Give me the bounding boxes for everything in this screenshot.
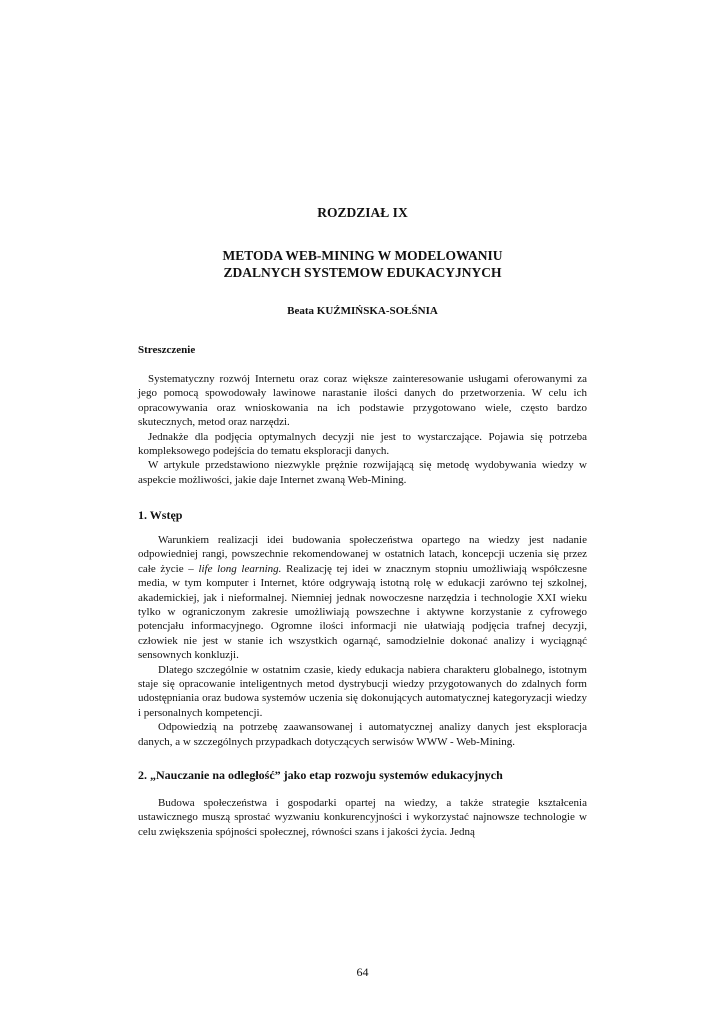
- section-1-heading: 1. Wstęp: [138, 508, 183, 522]
- title-line-2: ZDALNYCH SYSTEMOW EDUKACYJNYCH: [223, 265, 502, 280]
- abstract-paragraph-3: W artykule przedstawiono niezwykle prężnie rozwijającą się metodę wydobywania wiedzy w aspekcie możliwości, jakie daje Internet zwaną Web-Mining.: [138, 459, 587, 486]
- title-line-1: METODA WEB-MINING W MODELOWANIU: [222, 248, 503, 263]
- section-1-paragraph-3: Odpowiedzią na potrzebę zaawansowanej i automatycznej analizy danych jest eksploracja danych, a w szczególnych przypadkach dotyczących serwisów WWW - Web-Mining.: [138, 721, 587, 748]
- section-2-heading: 2. „Nauczanie na odległość” jako etap rozwoju systemów edukacyjnych: [138, 768, 503, 782]
- author-name: Beata KUŹMIŃSKA-SOŁŚNIA: [287, 305, 438, 317]
- chapter-heading: ROZDZIAŁ IX: [317, 205, 408, 220]
- abstract-body: [138, 372, 587, 487]
- page-number: 64: [356, 965, 369, 979]
- article-title: [138, 247, 587, 281]
- section-2-body: [138, 796, 587, 839]
- p1-text-a: Warunkiem realizacji idei budowania społeczeństwa opartego na wiedzy jest nadanie odpowiedniej rangi, powszechnie rekomendowanej w ostatnich latach, koncepcji uczenia się przez całe życie –: [138, 534, 587, 575]
- p1-text-b: Realizację tej idei w znacznym stopniu umożliwiają współczesne media, w tym komputer i Internet, które odgrywają istotną rolę w edukacji zarówno tej szkolnej, akademickiej, jak i nieformalnej. Niemniej jednak nowoczesne narzędzia i technologie XXI wieku tylko w ograniczonym zakresie umożliwiają powszechne i aktywne korzystanie z cyfrowego potencjału informacyjnego. Ogromne ilości informacji nie ułatwiają podjęcia trafnej decyzji, człowiek nie jest w stanie ich wszystkich ogarnąć, samodzielnie dokonać analizy i wyciągnąć sensownych konkluzji.: [138, 562, 587, 662]
- section-1-body: [138, 533, 587, 749]
- abstract-paragraph-2: Jednakże dla podjęcia optymalnych decyzji nie jest to wystarczające. Pojawia się potrzeba kompleksowego podejścia do tematu eksploracji danych.: [138, 430, 587, 458]
- section-2-paragraph-1: Budowa społeczeństwa i gospodarki opartej na wiedzy, a także strategie kształcenia ustawicznego muszą sprostać wyzwaniu konkurencyjności i wykorzystać najnowsze technologie w celu zwiększenia spójności społecznej, równości szans i jakości życia. Jedną: [138, 797, 587, 838]
- section-1-paragraph-2: Dlatego szczególnie w ostatnim czasie, kiedy edukacja nabiera charakteru globalnego, istotnym staje się opracowanie inteligentnych metod dystrybucji wiedzy przygotowanych do zdalnych form udostępniania oraz budowa systemów uczenia się dokonujących automatycznej kategoryzacji wiedzy i personalnych kompetencji.: [138, 663, 587, 719]
- abstract-paragraph-1: Systematyczny rozwój Internetu oraz coraz większe zainteresowanie usługami oferowanymi za jego pomocą spowodowały lawinowe narastanie ilości danych do przetworzenia. W celu ich opracowywania oraz wnioskowania na ich podstawie przygotowano wiele, często bardzo skutecznych, metod oraz narzędzi.: [138, 373, 587, 429]
- p1-italic-phrase: life long learning.: [198, 562, 282, 575]
- section-1-paragraph-1: [138, 533, 587, 663]
- abstract-heading: Streszczenie: [138, 344, 196, 356]
